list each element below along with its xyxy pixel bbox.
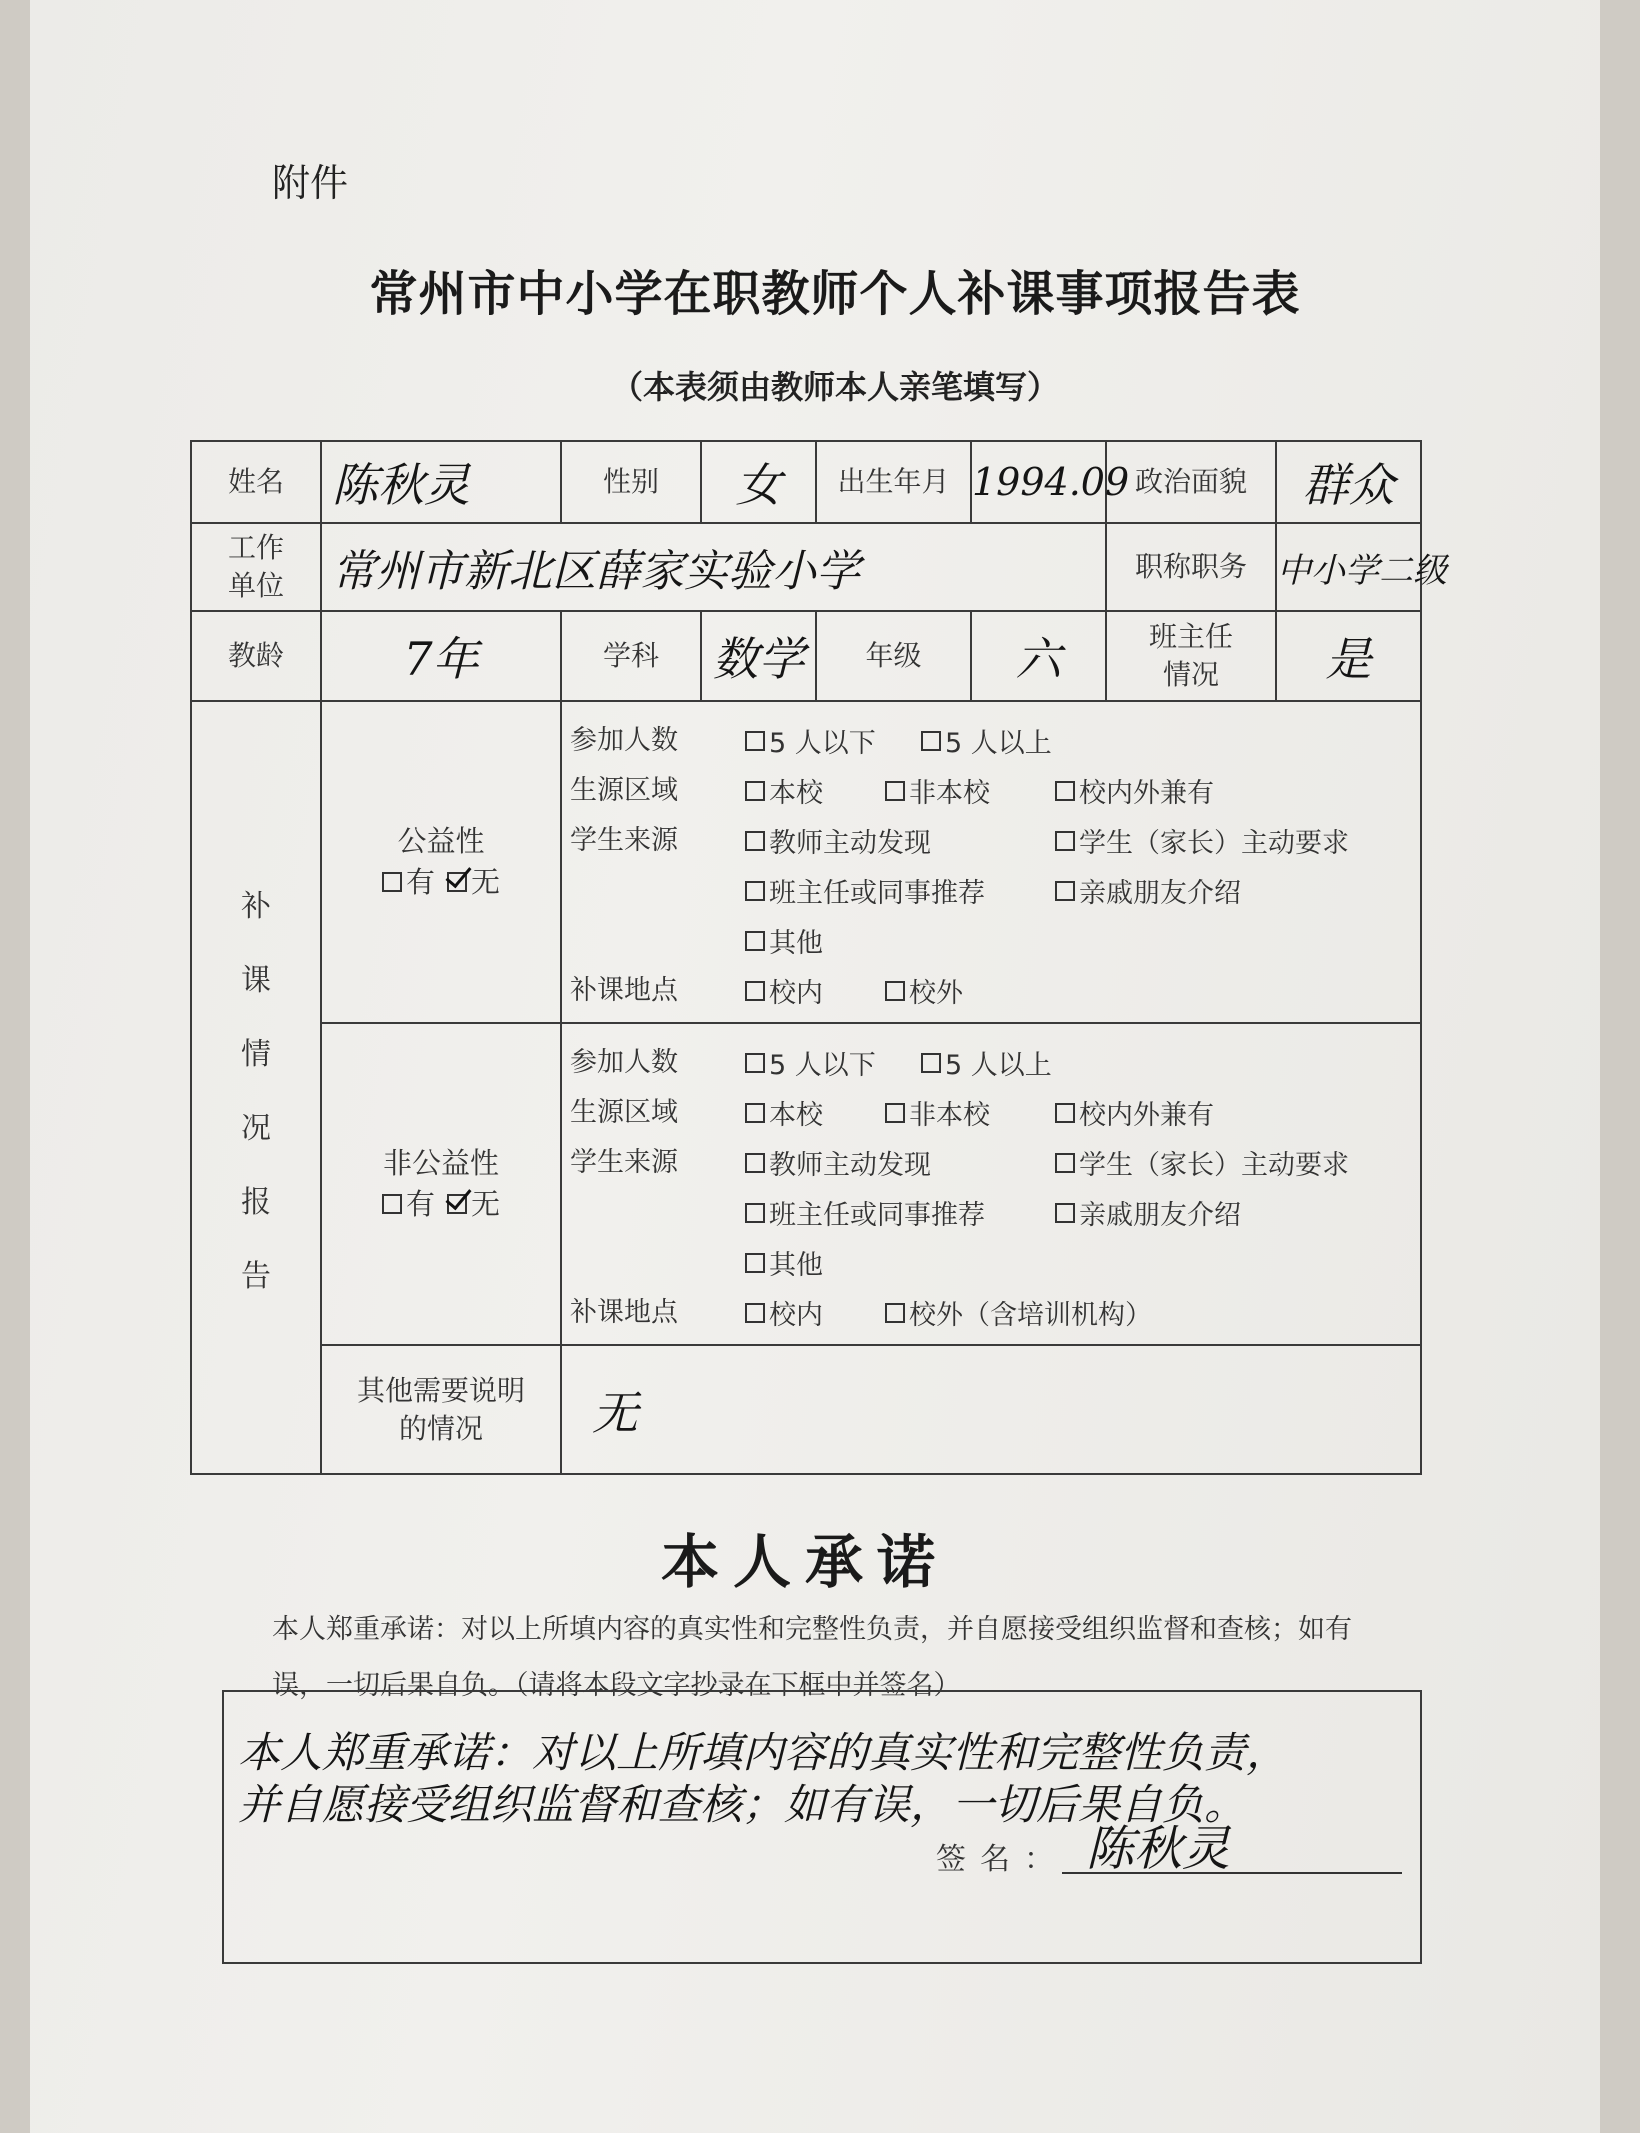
- public-option-checkbox[interactable]: [745, 731, 765, 751]
- public-option-row: [562, 912, 1420, 962]
- public-label: 公益性: [397, 824, 485, 859]
- public-row-key: 学生来源: [570, 824, 678, 856]
- public-option[interactable]: [1055, 871, 1241, 910]
- public-option-label: 校内外兼有: [1079, 778, 1214, 809]
- nonpublic-option[interactable]: [1055, 1193, 1241, 1232]
- political-value: 群众: [1276, 441, 1421, 523]
- public-yes-label: 有: [405, 865, 435, 899]
- nonpublic-option-label: 亲戚朋友介绍: [1079, 1200, 1241, 1231]
- public-option-label: 5 人以下: [769, 728, 876, 759]
- public-option-row: [562, 762, 1420, 812]
- nonpublic-option[interactable]: [885, 1093, 990, 1132]
- public-option-checkbox[interactable]: [745, 831, 765, 851]
- gender-label: 性别: [561, 441, 701, 523]
- public-no-label: 无: [471, 865, 501, 899]
- nonpublic-option-row: [562, 1084, 1420, 1134]
- nonpublic-option-row: [562, 1284, 1420, 1334]
- public-row-key: 补课地点: [570, 974, 678, 1006]
- public-option-checkbox[interactable]: [745, 781, 765, 801]
- nonpublic-option[interactable]: [745, 1243, 823, 1282]
- gender-value: 女: [701, 441, 816, 523]
- public-option-checkbox[interactable]: [1055, 881, 1075, 901]
- nonpublic-option-row: [562, 1184, 1420, 1234]
- nonpublic-yes-checkbox[interactable]: [382, 1194, 402, 1214]
- nonpublic-option-label: 教师主动发现: [769, 1150, 931, 1181]
- nonpublic-option-label: 校内: [769, 1300, 823, 1331]
- nonpublic-no-label: 无: [471, 1187, 501, 1221]
- nonpublic-row-key: 补课地点: [570, 1296, 678, 1328]
- section-char: 报: [241, 1184, 271, 1220]
- public-option-label: 非本校: [909, 778, 990, 809]
- nonpublic-yes-label: 有: [405, 1187, 435, 1221]
- public-option-row: [562, 962, 1420, 1012]
- public-options: [561, 701, 1421, 1023]
- commitment-text: 本人郑重承诺：对以上所填内容的真实性和完整性负责，并自愿接受组织监督和查核；如有误，一切后果自负。（请将本段文字抄录在下框中并签名）: [272, 1614, 1352, 1701]
- years-value: 7年: [321, 611, 561, 701]
- subject-label: 学科: [561, 611, 701, 701]
- nonpublic-option-row: [562, 1134, 1420, 1184]
- nonpublic-option-checkbox[interactable]: [885, 1103, 905, 1123]
- nonpublic-cell: [321, 1023, 561, 1345]
- nonpublic-options: [561, 1023, 1421, 1345]
- nonpublic-option-row: [562, 1234, 1420, 1284]
- nonpublic-option-label: 其他: [769, 1250, 823, 1281]
- nonpublic-row-key: 学生来源: [570, 1146, 678, 1178]
- public-option-checkbox[interactable]: [1055, 781, 1075, 801]
- nonpublic-option-checkbox[interactable]: [745, 1203, 765, 1223]
- signature: 陈秋灵: [1086, 1821, 1231, 1877]
- public-cell: [321, 701, 561, 1023]
- public-option-label: 教师主动发现: [769, 828, 931, 859]
- section-char: 情: [241, 1036, 271, 1072]
- public-option[interactable]: [745, 821, 931, 860]
- nonpublic-option[interactable]: [885, 1293, 1152, 1332]
- section-label: [191, 701, 321, 1474]
- public-option[interactable]: [1055, 771, 1214, 810]
- nonpublic-option-row: [562, 1034, 1420, 1084]
- public-no-checkbox[interactable]: [447, 872, 467, 892]
- birth-value: 1994.09: [971, 441, 1106, 523]
- nonpublic-option-label: 5 人以下: [769, 1050, 876, 1081]
- name-value: 陈秋灵: [321, 441, 561, 523]
- attachment-label: 附件: [272, 161, 349, 205]
- nonpublic-option-label: 校内外兼有: [1079, 1100, 1214, 1131]
- public-row-key: 生源区域: [570, 774, 678, 806]
- other-value: 无: [561, 1345, 1421, 1474]
- public-option[interactable]: [745, 871, 985, 910]
- report-table: [190, 440, 1447, 1475]
- public-option-checkbox[interactable]: [921, 731, 941, 751]
- other-label: 其他需要说明的情况: [321, 1345, 561, 1474]
- copy-line-1: 本人郑重承诺：对以上所填内容的真实性和完整性负责，: [238, 1728, 1289, 1777]
- nonpublic-row-key: 参加人数: [570, 1046, 678, 1078]
- public-option-row: [562, 812, 1420, 862]
- form-title: 常州市中小学在职教师个人补课事项报告表: [369, 266, 1301, 322]
- nonpublic-option-checkbox[interactable]: [745, 1303, 765, 1323]
- public-option-checkbox[interactable]: [1055, 831, 1075, 851]
- political-label: 政治面貌: [1106, 441, 1276, 523]
- public-option-checkbox[interactable]: [885, 781, 905, 801]
- grade-label: 年级: [816, 611, 971, 701]
- public-option-checkbox[interactable]: [885, 981, 905, 1001]
- public-option[interactable]: [921, 721, 1052, 760]
- public-option[interactable]: [745, 971, 823, 1010]
- public-yes-checkbox[interactable]: [382, 872, 402, 892]
- section-char: 告: [241, 1258, 271, 1294]
- commitment-copy-box[interactable]: [222, 1690, 1422, 1964]
- nonpublic-option[interactable]: [1055, 1093, 1214, 1132]
- name-label: 姓名: [191, 441, 321, 523]
- nonpublic-option-checkbox[interactable]: [745, 1053, 765, 1073]
- nonpublic-option[interactable]: [745, 1193, 985, 1232]
- section-char: 况: [241, 1110, 271, 1146]
- public-option-checkbox[interactable]: [745, 881, 765, 901]
- public-option-checkbox[interactable]: [745, 931, 765, 951]
- public-option[interactable]: [885, 971, 963, 1010]
- nonpublic-option[interactable]: [745, 1043, 876, 1082]
- public-option-label: 学生（家长）主动要求: [1079, 828, 1349, 859]
- nonpublic-option-label: 学生（家长）主动要求: [1079, 1150, 1349, 1181]
- nonpublic-row-key: 生源区域: [570, 1096, 678, 1128]
- public-option-row: [562, 712, 1420, 762]
- nonpublic-option-label: 5 人以上: [945, 1050, 1052, 1081]
- birth-label: 出生年月: [816, 441, 971, 523]
- public-row-key: 参加人数: [570, 724, 678, 756]
- public-option[interactable]: [1055, 821, 1349, 860]
- public-option[interactable]: [745, 921, 823, 960]
- nonpublic-option-checkbox[interactable]: [1055, 1103, 1075, 1123]
- nonpublic-option[interactable]: [1055, 1143, 1349, 1182]
- nonpublic-option-label: 非本校: [909, 1100, 990, 1131]
- public-option-label: 校外: [909, 978, 963, 1009]
- nonpublic-option-label: 校外（含培训机构）: [909, 1300, 1152, 1331]
- public-option-checkbox[interactable]: [745, 981, 765, 1001]
- section-char: 课: [241, 962, 271, 998]
- copy-line-2: 并自愿接受组织监督和查核；如有误，一切后果自负。: [238, 1780, 1247, 1829]
- nonpublic-option[interactable]: [921, 1043, 1052, 1082]
- subject-value: 数学: [701, 611, 816, 701]
- head-teacher-value: 是: [1276, 611, 1421, 701]
- public-option-label: 本校: [769, 778, 823, 809]
- public-option[interactable]: [745, 721, 876, 760]
- years-label: 教龄: [191, 611, 321, 701]
- nonpublic-option-checkbox[interactable]: [885, 1303, 905, 1323]
- title-value: 中小学二级: [1276, 523, 1421, 611]
- nonpublic-no-checkbox[interactable]: [447, 1194, 467, 1214]
- public-option-row: [562, 862, 1420, 912]
- nonpublic-option[interactable]: [745, 1143, 931, 1182]
- nonpublic-option-checkbox[interactable]: [921, 1053, 941, 1073]
- nonpublic-option-checkbox[interactable]: [745, 1103, 765, 1123]
- nonpublic-option-checkbox[interactable]: [745, 1153, 765, 1173]
- public-option[interactable]: [885, 771, 990, 810]
- commitment-title: 本人承诺: [660, 1528, 949, 1596]
- nonpublic-option[interactable]: [745, 1093, 823, 1132]
- public-option-label: 亲戚朋友介绍: [1079, 878, 1241, 909]
- nonpublic-option-label: 班主任或同事推荐: [769, 1200, 985, 1231]
- nonpublic-option-checkbox[interactable]: [1055, 1203, 1075, 1223]
- nonpublic-option-checkbox[interactable]: [1055, 1153, 1075, 1173]
- sign-label: 签名：: [936, 1842, 1068, 1877]
- public-option-label: 5 人以上: [945, 728, 1052, 759]
- section-char: 补: [241, 888, 271, 924]
- nonpublic-option[interactable]: [745, 1293, 823, 1332]
- public-option-label: 校内: [769, 978, 823, 1009]
- head-teacher-label: 班主任情况: [1106, 611, 1276, 701]
- public-option-label: 其他: [769, 928, 823, 959]
- nonpublic-option-checkbox[interactable]: [745, 1253, 765, 1273]
- public-option[interactable]: [745, 771, 823, 810]
- work-label: 工作单位: [191, 523, 321, 611]
- public-option-label: 班主任或同事推荐: [769, 878, 985, 909]
- title-label: 职称职务: [1106, 523, 1276, 611]
- grade-value: 六: [971, 611, 1106, 701]
- nonpublic-label: 非公益性: [382, 1146, 499, 1181]
- work-value: 常州市新北区薛家实验小学: [321, 523, 1106, 611]
- form-subtitle: （本表须由教师本人亲笔填写）: [610, 368, 1059, 406]
- nonpublic-option-label: 本校: [769, 1100, 823, 1131]
